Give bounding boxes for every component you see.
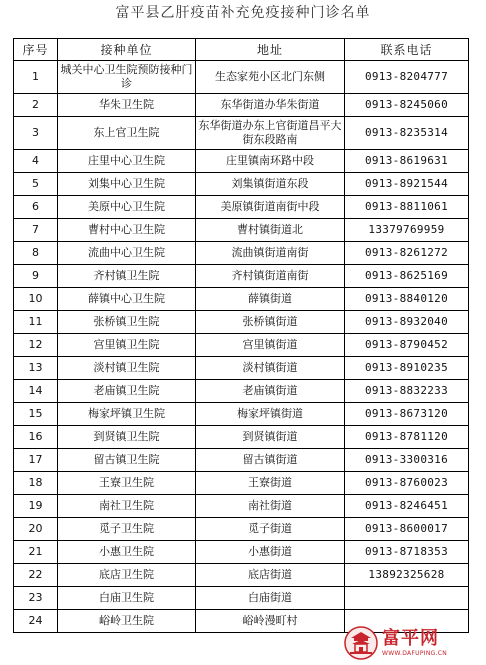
- table-row: [14, 61, 469, 94]
- row-phone: 0913-8832233: [345, 380, 469, 403]
- header-unit: 接种单位: [58, 39, 196, 61]
- row-address: 小惠街道: [196, 541, 345, 564]
- row-phone: 0913-8760023: [345, 472, 469, 495]
- row-address: 老庙镇街道: [196, 380, 345, 403]
- row-phone: 0913-8673120: [345, 403, 469, 426]
- row-phone: 13892325628: [345, 564, 469, 587]
- row-address: 东华街道办东上官街道昌平大街东段路南: [196, 117, 345, 150]
- table-row: [14, 288, 469, 311]
- row-unit: 到贤镇卫生院: [58, 426, 196, 449]
- row-address: 张桥镇街道: [196, 311, 345, 334]
- row-address: 宫里镇街道: [196, 334, 345, 357]
- watermark-text: [382, 627, 448, 657]
- row-address: 齐村镇街道南街: [196, 265, 345, 288]
- row-no: 15: [14, 403, 58, 426]
- row-phone: 0913-8811061: [345, 196, 469, 219]
- row-phone: 0913-8619631: [345, 150, 469, 173]
- row-no: 11: [14, 311, 58, 334]
- row-address: 刘集镇街道东段: [196, 173, 345, 196]
- table-row: [14, 265, 469, 288]
- row-no: 1: [14, 61, 58, 94]
- row-phone: 13379769959: [345, 219, 469, 242]
- table-row: [14, 380, 469, 403]
- row-phone: 0913-8910235: [345, 357, 469, 380]
- table-row: [14, 334, 469, 357]
- row-address: 薛镇街道: [196, 288, 345, 311]
- row-no: 5: [14, 173, 58, 196]
- row-unit: 华朱卫生院: [58, 94, 196, 117]
- row-phone: [345, 587, 469, 610]
- row-unit: 觅子卫生院: [58, 518, 196, 541]
- row-phone: 0913-8246451: [345, 495, 469, 518]
- table-row: [14, 242, 469, 265]
- row-address: 生态家苑小区北门东侧: [196, 61, 345, 94]
- row-unit: 底店卫生院: [58, 564, 196, 587]
- row-address: 淡村镇街道: [196, 357, 345, 380]
- row-no: 17: [14, 449, 58, 472]
- site-watermark: [344, 623, 484, 663]
- table-row: [14, 311, 469, 334]
- row-unit: 峪岭卫生院: [58, 610, 196, 633]
- table-header-row: [14, 39, 469, 61]
- row-no: 19: [14, 495, 58, 518]
- header-address: 地址: [196, 39, 345, 61]
- row-unit: 流曲中心卫生院: [58, 242, 196, 265]
- page-title: 富平县乙肝疫苗补充免疫接种门诊名单: [115, 5, 371, 21]
- row-phone: 0913-8625169: [345, 265, 469, 288]
- table-row: [14, 196, 469, 219]
- row-unit: 薛镇中心卫生院: [58, 288, 196, 311]
- row-unit: 淡村镇卫生院: [58, 357, 196, 380]
- row-address: 美原镇街道南街中段: [196, 196, 345, 219]
- row-unit: 刘集中心卫生院: [58, 173, 196, 196]
- row-unit: 庄里中心卫生院: [58, 150, 196, 173]
- row-no: 18: [14, 472, 58, 495]
- row-no: 24: [14, 610, 58, 633]
- row-unit: 梅家坪镇卫生院: [58, 403, 196, 426]
- row-phone: 0913-8921544: [345, 173, 469, 196]
- row-no: 6: [14, 196, 58, 219]
- table-row: [14, 541, 469, 564]
- row-no: 13: [14, 357, 58, 380]
- table-row: [14, 219, 469, 242]
- row-unit: 小惠卫生院: [58, 541, 196, 564]
- table-row: [14, 587, 469, 610]
- table-row: [14, 94, 469, 117]
- row-no: 14: [14, 380, 58, 403]
- table-row: [14, 472, 469, 495]
- row-phone: 0913-8781120: [345, 426, 469, 449]
- row-no: 21: [14, 541, 58, 564]
- row-unit: 白庙卫生院: [58, 587, 196, 610]
- row-unit: 城关中心卫生院预防接种门诊: [58, 61, 196, 94]
- row-phone: 0913-8245060: [345, 94, 469, 117]
- row-unit: 南社卫生院: [58, 495, 196, 518]
- row-address: 南社街道: [196, 495, 345, 518]
- row-no: 2: [14, 94, 58, 117]
- row-no: 22: [14, 564, 58, 587]
- row-address: 梅家坪镇街道: [196, 403, 345, 426]
- table-row: [14, 173, 469, 196]
- row-address: 觅子街道: [196, 518, 345, 541]
- row-no: 8: [14, 242, 58, 265]
- row-unit: 留古镇卫生院: [58, 449, 196, 472]
- clinic-table: [13, 38, 469, 633]
- row-no: 12: [14, 334, 58, 357]
- row-unit: 曹村中心卫生院: [58, 219, 196, 242]
- row-no: 7: [14, 219, 58, 242]
- row-phone: 0913-8840120: [345, 288, 469, 311]
- table-row: [14, 117, 469, 150]
- row-no: 9: [14, 265, 58, 288]
- row-address: 底店街道: [196, 564, 345, 587]
- table-row: [14, 357, 469, 380]
- row-unit: 王寮卫生院: [58, 472, 196, 495]
- row-unit: 东上官卫生院: [58, 117, 196, 150]
- header-no: 序号: [14, 39, 58, 61]
- row-phone: 0913-3300316: [345, 449, 469, 472]
- row-phone: 0913-8261272: [345, 242, 469, 265]
- table-row: [14, 403, 469, 426]
- row-unit: 老庙镇卫生院: [58, 380, 196, 403]
- row-address: 留古镇街道: [196, 449, 345, 472]
- row-no: 4: [14, 150, 58, 173]
- row-unit: 美原中心卫生院: [58, 196, 196, 219]
- row-phone: 0913-8204777: [345, 61, 469, 94]
- row-address: 白庙街道: [196, 587, 345, 610]
- row-address: 王寮街道: [196, 472, 345, 495]
- row-no: 16: [14, 426, 58, 449]
- row-no: 3: [14, 117, 58, 150]
- watermark-brand: 富平网: [382, 627, 439, 649]
- row-address: 到贤镇街道: [196, 426, 345, 449]
- header-phone: 联系电话: [345, 39, 469, 61]
- row-phone: 0913-8932040: [345, 311, 469, 334]
- row-unit: 张桥镇卫生院: [58, 311, 196, 334]
- row-unit: 齐村镇卫生院: [58, 265, 196, 288]
- row-address: 东华街道办华朱街道: [196, 94, 345, 117]
- row-address: 曹村镇街道北: [196, 219, 345, 242]
- pagoda-logo-icon: [344, 626, 378, 660]
- row-no: 20: [14, 518, 58, 541]
- row-no: 10: [14, 288, 58, 311]
- table-row: [14, 426, 469, 449]
- row-phone: 0913-8600017: [345, 518, 469, 541]
- watermark-url: WWW.DAFUPING.CN: [382, 649, 448, 657]
- row-no: 23: [14, 587, 58, 610]
- row-phone: 0913-8235314: [345, 117, 469, 150]
- row-address: 庄里镇南环路中段: [196, 150, 345, 173]
- table-row: [14, 564, 469, 587]
- row-address: 流曲镇街道南街: [196, 242, 345, 265]
- table-row: [14, 449, 469, 472]
- table-row: [14, 495, 469, 518]
- row-unit: 宫里镇卫生院: [58, 334, 196, 357]
- table-row: [14, 518, 469, 541]
- table-row: [14, 150, 469, 173]
- row-phone: 0913-8790452: [345, 334, 469, 357]
- row-phone: 0913-8718353: [345, 541, 469, 564]
- row-address: 峪岭漫町村: [196, 610, 345, 633]
